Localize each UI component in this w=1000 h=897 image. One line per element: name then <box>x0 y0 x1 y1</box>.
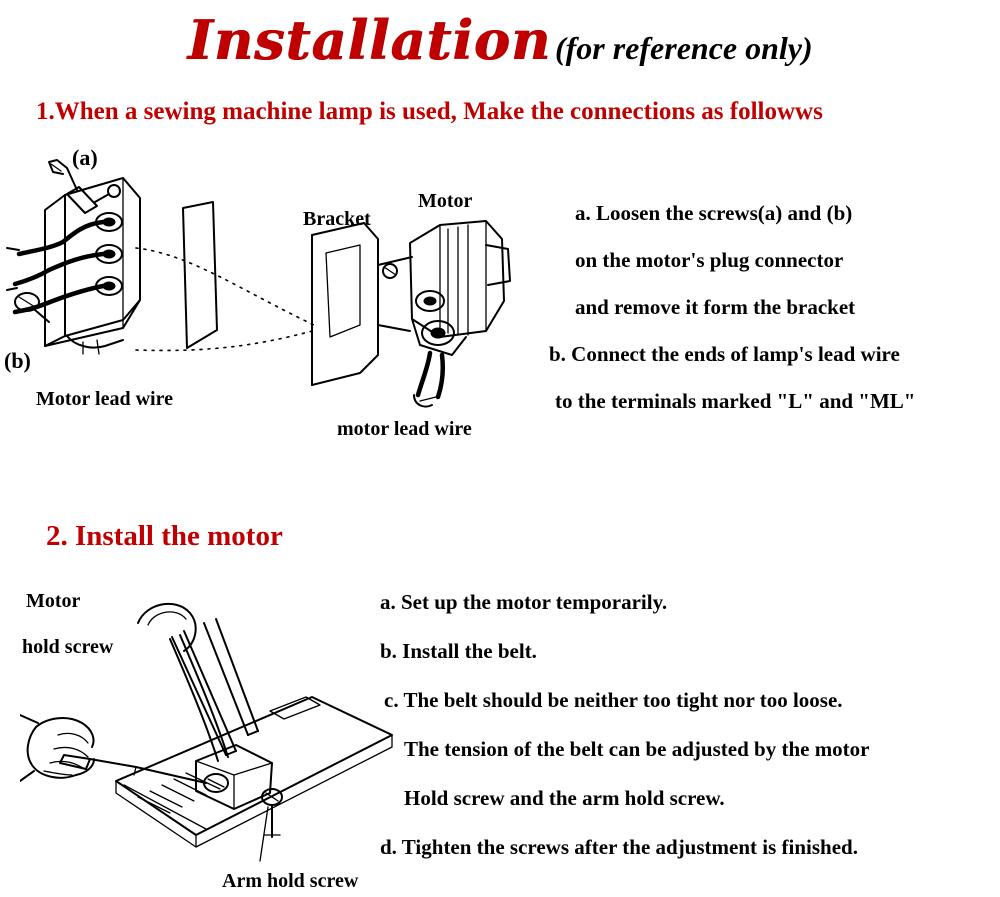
section-1-heading: 1.When a sewing machine lamp is used, Make the connections as followws <box>36 98 823 125</box>
label-arm-hold-screw: Arm hold screw <box>222 870 359 892</box>
label-screw-a: (a) <box>72 145 98 170</box>
s2-line-5: Hold screw and the arm hold screw. <box>404 786 725 810</box>
label-motor-lead-wire-right: motor lead wire <box>337 418 472 440</box>
s1-line-5: to the terminals marked "L" and "ML" <box>555 389 916 413</box>
s2-line-4: The tension of the belt can be adjusted by the motor <box>404 737 870 761</box>
label-motor-lead-wire-left: Motor lead wire <box>36 388 174 410</box>
figure-motor-bracket <box>290 205 540 420</box>
label-motor-2: Motor <box>26 590 81 612</box>
section-2-heading: 2. Install the motor <box>46 520 283 552</box>
label-bracket: Bracket <box>303 208 371 230</box>
s1-line-4: b. Connect the ends of lamp's lead wire <box>549 342 900 366</box>
s1-line-1: a. Loosen the screws(a) and (b) <box>575 201 853 225</box>
figure-install-motor <box>20 585 400 885</box>
s2-line-2: b. Install the belt. <box>380 639 537 663</box>
page-title-main: Installation <box>187 8 551 72</box>
section-1-instructions <box>549 201 916 438</box>
s1-line-3: and remove it form the bracket <box>575 295 856 319</box>
s2-line-3: c. The belt should be neither too tight nor too loose. <box>384 688 843 712</box>
label-motor: Motor <box>418 190 473 212</box>
label-hold-screw: hold screw <box>22 636 114 658</box>
s2-line-1: a. Set up the motor temporarily. <box>380 590 668 614</box>
label-screw-b: (b) <box>4 348 31 373</box>
page-title <box>0 8 1000 72</box>
page-title-subtitle: (for reference only) <box>554 30 813 66</box>
s1-line-2: on the motor's plug connector <box>575 248 844 272</box>
s2-line-6: d. Tighten the screws after the adjustment is finished. <box>380 835 858 859</box>
section-2-instructions <box>380 592 870 886</box>
